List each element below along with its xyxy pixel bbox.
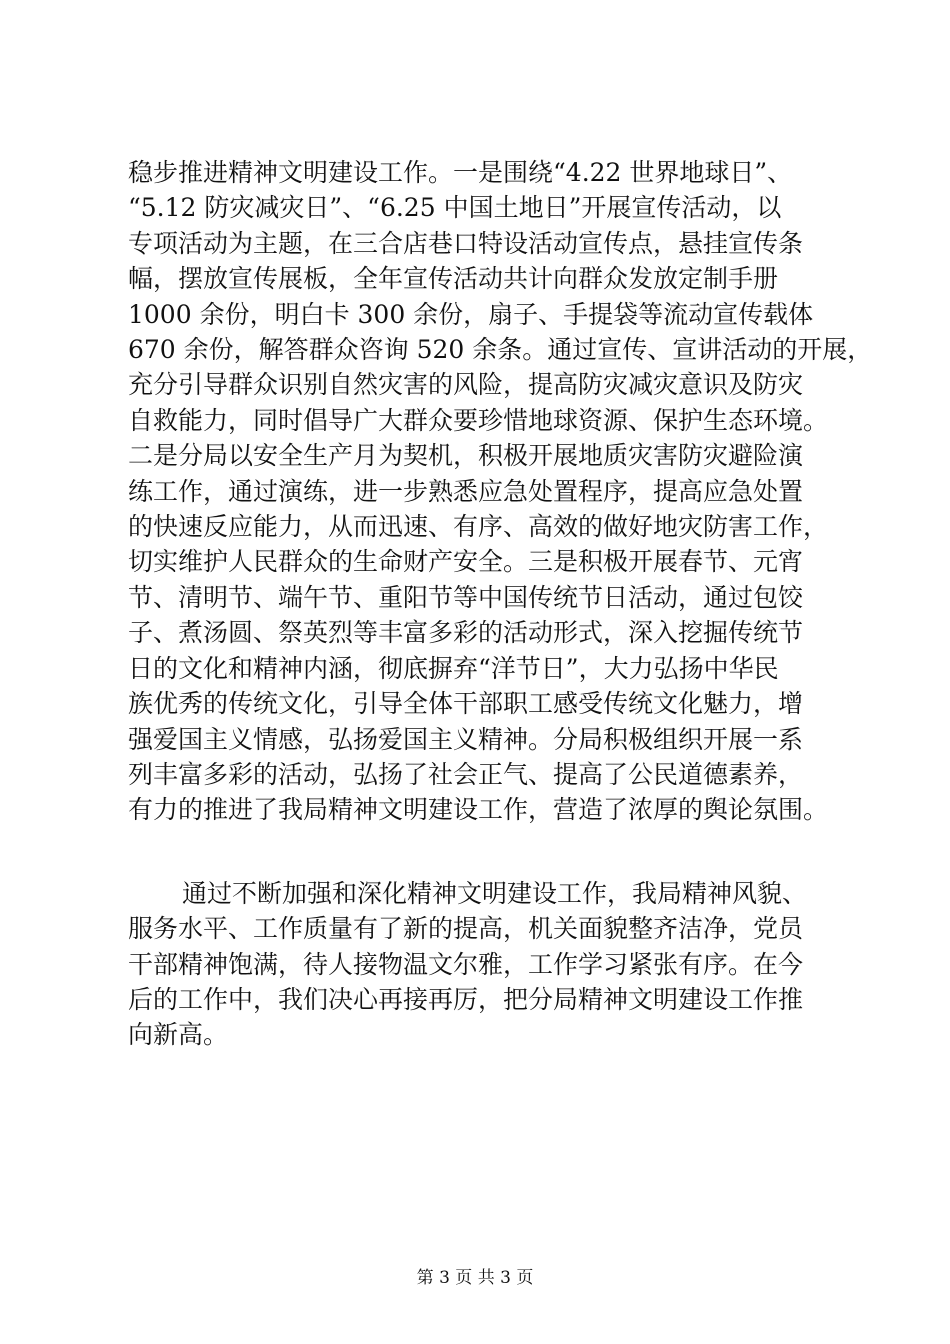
document-body	[128, 155, 873, 1053]
page-number: 第 3 页 共 3 页	[416, 1268, 534, 1288]
text-line: 向新高。	[128, 1020, 229, 1050]
text-line: 后的工作中，我们决心再接再厉，把分局精神文明建设工作推	[128, 984, 804, 1014]
text-line: 有力的推进了我局精神文明建设工作，营造了浓厚的舆论氛围。	[128, 795, 829, 825]
text-line: 充分引导群众识别自然灾害的风险，提高防灾减灾意识及防灾	[128, 370, 804, 400]
text-line: 专项活动为主题，在三合店巷口特设活动宣传点，悬挂宣传条	[128, 228, 804, 258]
paragraph-1	[128, 155, 873, 828]
text-line: 自救能力，同时倡导广大群众要珍惜地球资源、保护生态环境。	[128, 405, 829, 435]
text-line: 二是分局以安全生产月为契机，积极开展地质灾害防灾避险演	[128, 441, 804, 471]
text-line: 节、清明节、端午节、重阳节等中国传统节日活动，通过包饺	[128, 582, 804, 612]
text-line: 稳步推进精神文明建设工作。一是围绕“4.22 世界地球日”、	[128, 158, 793, 187]
text-line: 670 余份，解答群众咨询 520 余条。通过宣传、宣讲活动的开展，	[128, 335, 873, 365]
text-line: 幅，摆放宣传展板，全年宣传活动共计向群众发放定制手册	[128, 264, 779, 294]
text-line: 练工作，通过演练，进一步熟悉应急处置程序，提高应急处置	[128, 476, 804, 506]
text-line: 服务水平、工作质量有了新的提高，机关面貌整齐洁净，党员	[128, 914, 804, 944]
text-line: 族优秀的传统文化，引导全体干部职工感受传统文化魅力，增	[128, 689, 804, 719]
text-line: 的快速反应能力，从而迅速、有序、高效的做好地灾防害工作，	[128, 512, 829, 542]
page-footer	[0, 1267, 950, 1289]
paragraph-spacer	[128, 828, 854, 876]
text-line: 日的文化和精神内涵，彻底摒弃“洋节日”，大力弘扬中华民	[128, 653, 779, 683]
text-line: 子、煮汤圆、祭英烈等丰富多彩的活动形式，深入挖掘传统节	[128, 618, 804, 648]
paragraph-2	[128, 876, 854, 1053]
text-line: “5.12 防灾减灾日”、“6.25 中国土地日”开展宣传活动，以	[128, 193, 782, 223]
text-line: 切实维护人民群众的生命财产安全。三是积极开展春节、元宵	[128, 547, 804, 577]
text-line: 干部精神饱满，待人接物温文尔雅，工作学习紧张有序。在今	[128, 949, 804, 979]
text-line: 列丰富多彩的活动，弘扬了社会正气、提高了公民道德素养，	[128, 759, 804, 789]
text-line: 强爱国主义情感，弘扬爱国主义精神。分局积极组织开展一系	[128, 724, 804, 754]
text-line: 1000 余份，明白卡 300 余份，扇子、手提袋等流动宣传载体	[128, 299, 814, 329]
text-line: 通过不断加强和深化精神文明建设工作，我局精神风貌、	[182, 878, 808, 908]
